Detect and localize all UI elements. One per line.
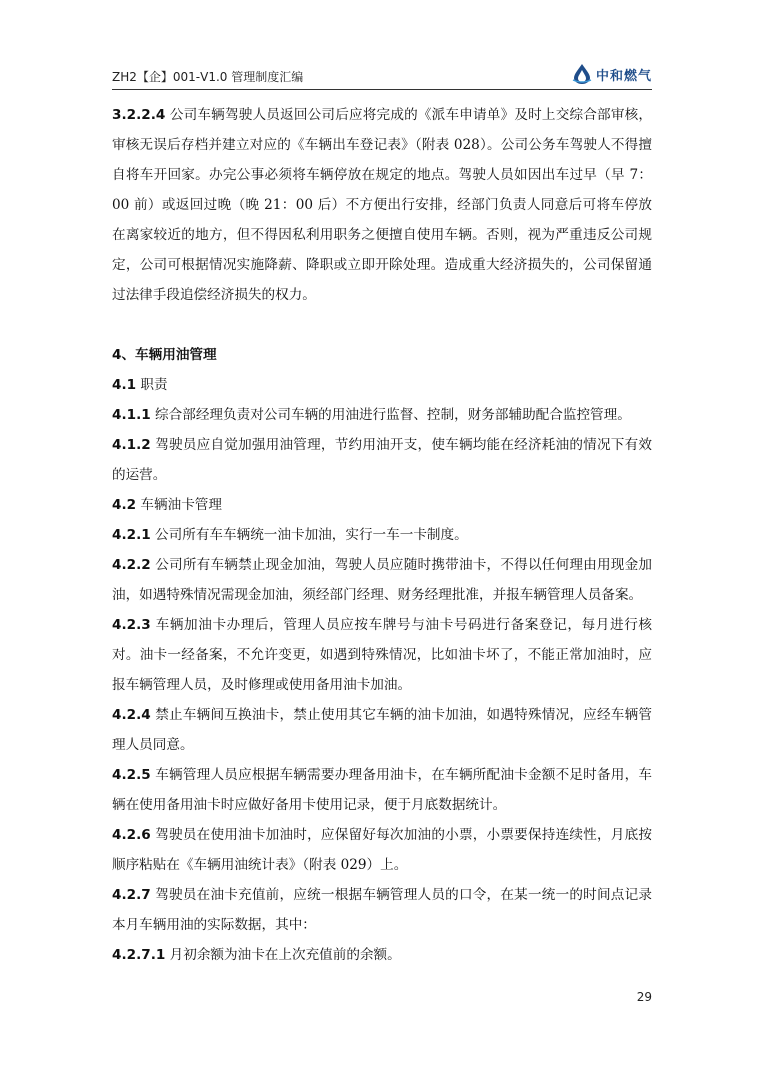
clause-number: 4.2: [112, 497, 137, 513]
clause-text: 驾驶员在油卡充值前，应统一根据车辆管理人员的口令，在某一统一的时间点记录本月车辆用油的实际数据，其中：: [112, 887, 652, 933]
clause-paragraph: [112, 700, 652, 760]
clause-paragraph: [112, 760, 652, 820]
clause-text: 驾驶员应自觉加强用油管理，节约用油开支，使车辆均能在经济耗油的情况下有效的运营。: [112, 437, 652, 483]
clause-text: 公司所有车辆禁止现金加油，驾驶人员应随时携带油卡，不得以任何理由用现金加油，如遇特殊情况需现金加油，须经部门经理、财务经理批准，并报车辆管理人员备案。: [112, 557, 652, 603]
clause-paragraph: [112, 550, 652, 610]
clause-paragraph: [112, 400, 652, 430]
clause-text: 月初余额为油卡在上次充值前的余额。: [165, 947, 401, 963]
document-body: [112, 100, 652, 970]
page-header: [112, 62, 652, 88]
clause-paragraph: [112, 880, 652, 940]
clause-text: 车辆油卡管理: [136, 497, 222, 513]
logo-text: 中和燃气: [595, 68, 652, 84]
clause-text: 综合部经理负责对公司车辆的用油进行监督、控制，财务部辅助配合监控管理。: [150, 407, 631, 423]
company-logo: [571, 62, 652, 86]
clause-number: 4.2.6: [112, 827, 151, 843]
clause-number: 3.2.2.4: [112, 107, 166, 123]
header-divider: [112, 89, 652, 90]
clause-number: 4.2.5: [112, 767, 151, 783]
clause-paragraph: [112, 610, 652, 700]
clause-text: 公司车辆驾驶人员返回公司后应将完成的《派车申请单》及时上交综合部审核，审核无误后存档并建立对应的《车辆出车登记表》（附表 028）。公司公务车驾驶人不得擅自将车开回家。办完公事必须将车辆停放在规定的地点。驾驶人员如因出车过早（早 7：00 前）或返回过晚（晚 21：00 后）不方便出行安排，经部门负责人同意后可将车停放在离家较近的地方，但不得因私利用职务之便擅自使用车辆。否则，视为严重违反公司规定，公司可根据情况实施降薪、降职或立即开除处理。造成重大经济损失的，公司保留通过法律手段追偿经济损失的权力。: [112, 107, 652, 303]
clause-number: 4.1.1: [112, 407, 151, 423]
clause-number: 4.2.4: [112, 707, 151, 723]
page-number: 29: [636, 990, 652, 1004]
clause-paragraph: [112, 370, 652, 400]
clause-text: 车辆管理人员应根据车辆需要办理备用油卡，在车辆所配油卡金额不足时备用，车辆在使用备用油卡时应做好备用卡使用记录，便于月底数据统计。: [112, 767, 652, 813]
clause-text: 驾驶员在使用油卡加油时，应保留好每次加油的小票，小票要保持连续性，月底按顺序粘贴在《车辆用油统计表》（附表 029）上。: [112, 827, 652, 873]
clause-text: 车辆加油卡办理后，管理人员应按车牌号与油卡号码进行备案登记，每月进行核对。油卡一经备案，不允许变更，如遇到特殊情况，比如油卡坏了，不能正常加油时，应报车辆管理人员，及时修理或使用备用油卡加油。: [112, 617, 652, 693]
clause-number: 4.2.1: [112, 527, 151, 543]
clause-paragraph: [112, 820, 652, 880]
flame-drop-icon: [571, 63, 593, 85]
clause-number: 4.2.2: [112, 557, 151, 573]
clause-number: 4.1.2: [112, 437, 151, 453]
clause-number: 4.2.7.1: [112, 947, 166, 963]
clause-paragraph: [112, 430, 652, 490]
clause-paragraph: [112, 940, 652, 970]
clause-number: 4.2.3: [112, 617, 151, 633]
clause-number: 4.1: [112, 377, 137, 393]
clause-text: 职责: [136, 377, 168, 393]
section-heading: 4、车辆用油管理: [112, 347, 217, 363]
clause-text: 禁止车辆间互换油卡，禁止使用其它车辆的油卡加油，如遇特殊情况，应经车辆管理人员同意。: [112, 707, 652, 753]
clause-number: 4.2.7: [112, 887, 151, 903]
clause-text: 公司所有车车辆统一油卡加油，实行一车一卡制度。: [150, 527, 468, 543]
clause-paragraph: [112, 520, 652, 550]
clause-paragraph: [112, 490, 652, 520]
clause-paragraph: [112, 100, 652, 310]
header-title: ZH2【企】001-V1.0 管理制度汇编: [112, 70, 304, 84]
